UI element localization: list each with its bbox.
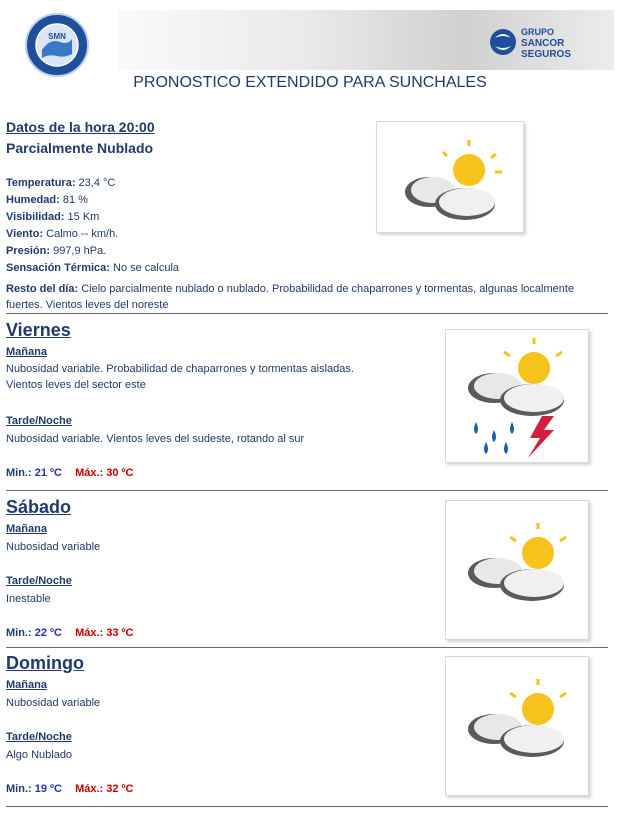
field-presion: Presión: 997,9 hPa. (6, 245, 107, 257)
field-viento: Viento: Calmo -- km/h. (6, 228, 119, 240)
min-max-temps: Min.: 19 ºC Máx.: 32 ºC (6, 783, 134, 795)
evening-text: Inestable (6, 593, 51, 605)
morning-text: Nubosidad variable (6, 541, 101, 553)
svg-text:GRUPO: GRUPO (521, 27, 555, 37)
current-condition: Parcialmente Nublado (6, 140, 154, 156)
evening-text: Nubosidad variable. Vientos leves del sudeste, rotando al sur (6, 433, 305, 445)
field-temperatura: Temperatura: 23,4 °C (6, 177, 116, 189)
morning-text: Nubosidad variable (6, 697, 101, 709)
evening-label: Tarde/Noche (6, 415, 72, 427)
sancor-logo (489, 24, 589, 60)
page-title: PRONOSTICO EXTENDIDO PARA SUNCHALES (133, 74, 487, 91)
svg-text:SEGUROS: SEGUROS (521, 49, 572, 60)
current-fields (6, 177, 406, 279)
divider (6, 313, 608, 314)
storm-icon (445, 329, 589, 463)
smn-logo (24, 12, 90, 78)
morning-text: Nubosidad variable. Probabilidad de chaparrones y tormentas aisladas. Vientos leves del sector este (6, 363, 354, 391)
divider (6, 806, 608, 807)
svg-text:SMN: SMN (48, 32, 66, 41)
min-max-temps: Min.: 21 ºC Máx.: 30 ºC (6, 467, 134, 479)
partly-cloudy-icon (376, 121, 524, 233)
morning-label: Mañana (6, 523, 47, 535)
morning-label: Mañana (6, 679, 47, 691)
evening-label: Tarde/Noche (6, 575, 72, 587)
day-title-sabado: Sábado (6, 497, 72, 517)
divider (6, 647, 608, 648)
svg-text:SANCOR: SANCOR (521, 38, 565, 49)
resto-del-dia: Resto del día: Cielo parcialmente nublado o nublado. Probabilidad de chaparrones y tormentas, algunas localmente fuertes. Vientos leves del noreste (6, 283, 575, 311)
field-visibilidad: Visibilidad: 15 Km (6, 211, 100, 223)
field-humedad: Humedad: 81 % (6, 194, 88, 206)
partly-cloudy-icon (445, 500, 589, 640)
field-sensacion: Sensación Térmica: No se calcula (6, 262, 180, 274)
evening-text: Algo Nublado (6, 749, 73, 761)
morning-label: Mañana (6, 346, 47, 358)
partly-cloudy-icon (445, 656, 589, 796)
day-title-domingo: Domingo (6, 653, 84, 673)
current-heading: Datos de la hora 20:00 (6, 119, 155, 135)
day-title-viernes: Viernes (6, 320, 71, 340)
evening-label: Tarde/Noche (6, 731, 72, 743)
divider (6, 490, 608, 491)
min-max-temps: Min.: 22 ºC Máx.: 33 ºC (6, 627, 134, 639)
